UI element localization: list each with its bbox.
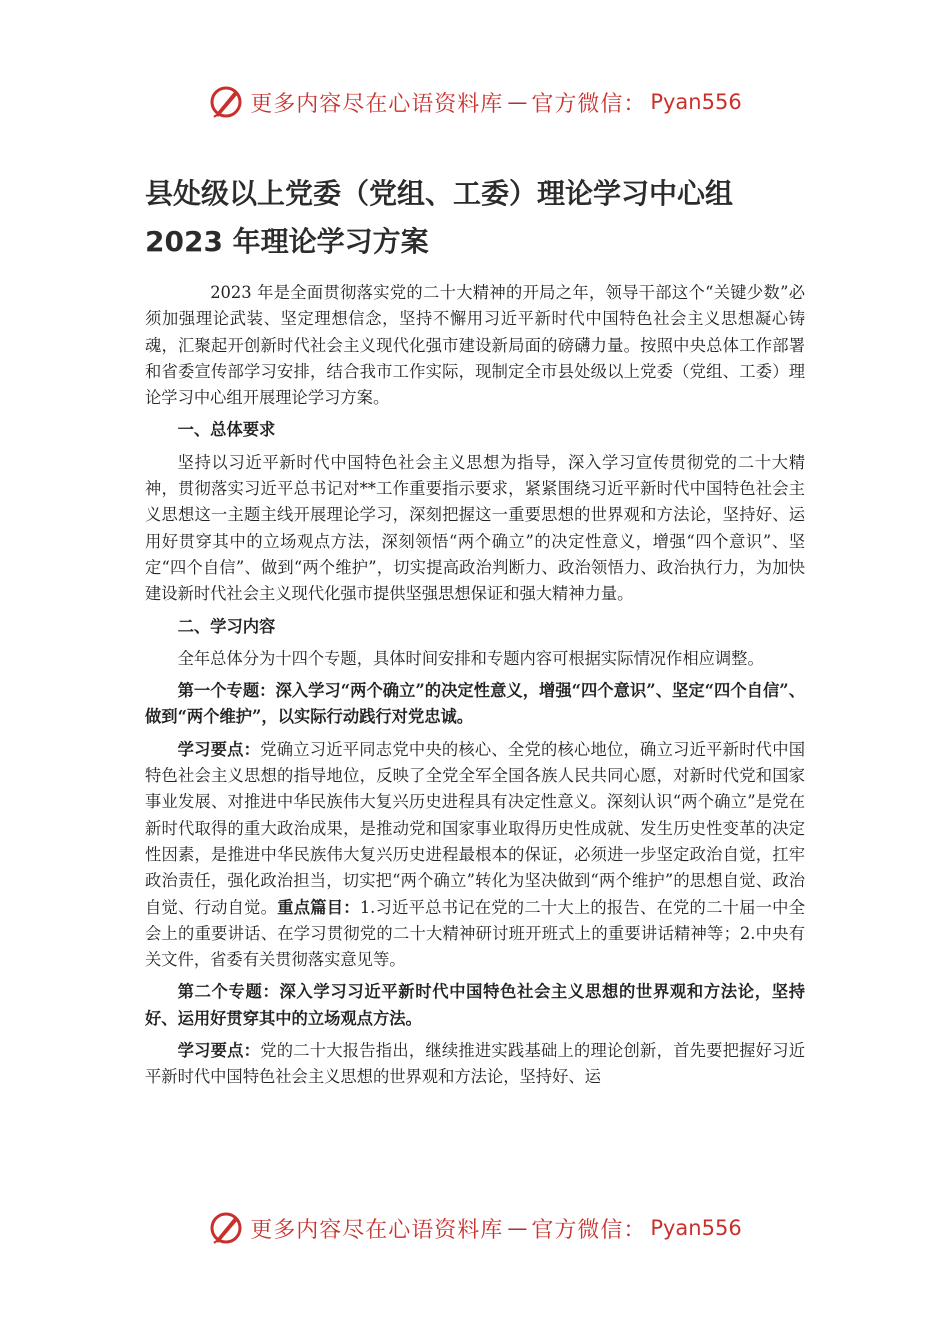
topic1-heading: 第一个专题：深入学习“两个确立”的决定性意义，增强“四个意识”、坚定“四个自信”、做到“两个维护”，以实际行动践行对党忠诚。: [145, 681, 805, 727]
banner-wechat-label: 官方微信：: [531, 91, 647, 117]
banner-text: 更多内容尽在心语资料库: [250, 1217, 504, 1243]
banner-text: 更多内容尽在心语资料库: [250, 91, 504, 117]
topic1-points-paragraph: [145, 737, 805, 974]
footer-banner: [0, 1208, 950, 1248]
topic1-key-text: 1.习近平总书记在党的二十大上的报告、在党的二十届一中全会上的重要讲话、在学习贯彻党的二十大精神研讨班开班式上的重要讲话精神等；2.中央有关文件，省委有关贯彻落实意见等。: [145, 897, 805, 970]
section2-paragraph: 全年总体分为十四个专题，具体时间安排和专题内容可根据实际情况作相应调整。: [177, 648, 764, 668]
banner-wechat-id: Pyan556: [650, 90, 742, 114]
section1-heading: 一、总体要求: [177, 420, 276, 440]
banner-wechat-id: Pyan556: [650, 1216, 742, 1240]
topic1-key-label: 重点篇目：: [277, 897, 360, 917]
document-body: [145, 280, 805, 1091]
document-title-line2: 2023 年理论学习方案: [145, 225, 429, 258]
header-banner: [0, 82, 950, 122]
topic2-points-text: 党的二十大报告指出，继续推进实践基础上的理论创新，首先要把握好习近平新时代中国特色社会主义思想的世界观和方法论，坚持好、运: [145, 1041, 805, 1087]
section2-heading: 二、学习内容: [177, 616, 276, 636]
pen-logo-icon: [208, 1210, 244, 1246]
banner-dash: —: [507, 1216, 528, 1240]
topic2-points-paragraph: [145, 1038, 805, 1091]
topic2-points-label: 学习要点：: [177, 1041, 261, 1061]
document-title-line1: 县处级以上党委（党组、工委）理论学习中心组: [145, 177, 734, 210]
topic1-points-text: 党确立习近平同志党中央的核心、全党的核心地位，确立习近平新时代中国特色社会主义思想的指导地位，反映了全党全军全国各族人民共同心愿，对新时代党和国家事业发展、对推进中华民族伟大复兴历史进程具有决定性意义。深刻认识“两个确立”是党在新时代取得的重大政治成果，是推动党和国家事业取得历史性成就、发生历史性变革的决定性因素，是推进中华民族伟大复兴历史进程最根本的保证，必须进一步坚定政治自觉，扛牢政治责任，强化政治担当，切实把“两个确立”转化为坚决做到“两个维护”的思想自觉、政治自觉、行动自觉。: [145, 739, 805, 917]
intro-paragraph: 2023 年是全面贯彻落实党的二十大精神的开局之年，领导干部这个“关键少数”必须加强理论武装、坚定理想信念，坚持不懈用习近平新时代中国特色社会主义思想凝心铸魂，汇聚起开创新时代社会主义现代化强市建设新局面的磅礴力量。按照中央总体工作部署和省委宣传部学习安排，结合我市工作实际，现制定全市县处级以上党委（党组、工委）理论学习中心组开展理论学习方案。: [145, 283, 805, 408]
topic1-points-label: 学习要点：: [177, 739, 261, 759]
banner-wechat-label: 官方微信：: [531, 1217, 647, 1243]
banner-dash: —: [507, 90, 528, 114]
section1-paragraph: 坚持以习近平新时代中国特色社会主义思想为指导，深入学习宣传贯彻党的二十大精神，贯彻落实习近平总书记对**工作重要指示要求，紧紧围绕习近平新时代中国特色社会主义思想这一主题主线开展理论学习，深刻把握这一重要思想的世界观和方法论，坚持好、运用好贯穿其中的立场观点方法，深刻领悟“两个确立”的决定性意义，增强“四个意识”、坚定“四个自信”、做到“两个维护”，切实提高政治判断力、政治领悟力、政治执行力，为加快建设新时代社会主义现代化强市提供坚强思想保证和强大精神力量。: [145, 452, 805, 604]
topic2-heading: 第二个专题：深入学习习近平新时代中国特色社会主义思想的世界观和方法论，坚持好、运用好贯穿其中的立场观点方法。: [145, 982, 805, 1028]
pen-logo-icon: [208, 84, 244, 120]
